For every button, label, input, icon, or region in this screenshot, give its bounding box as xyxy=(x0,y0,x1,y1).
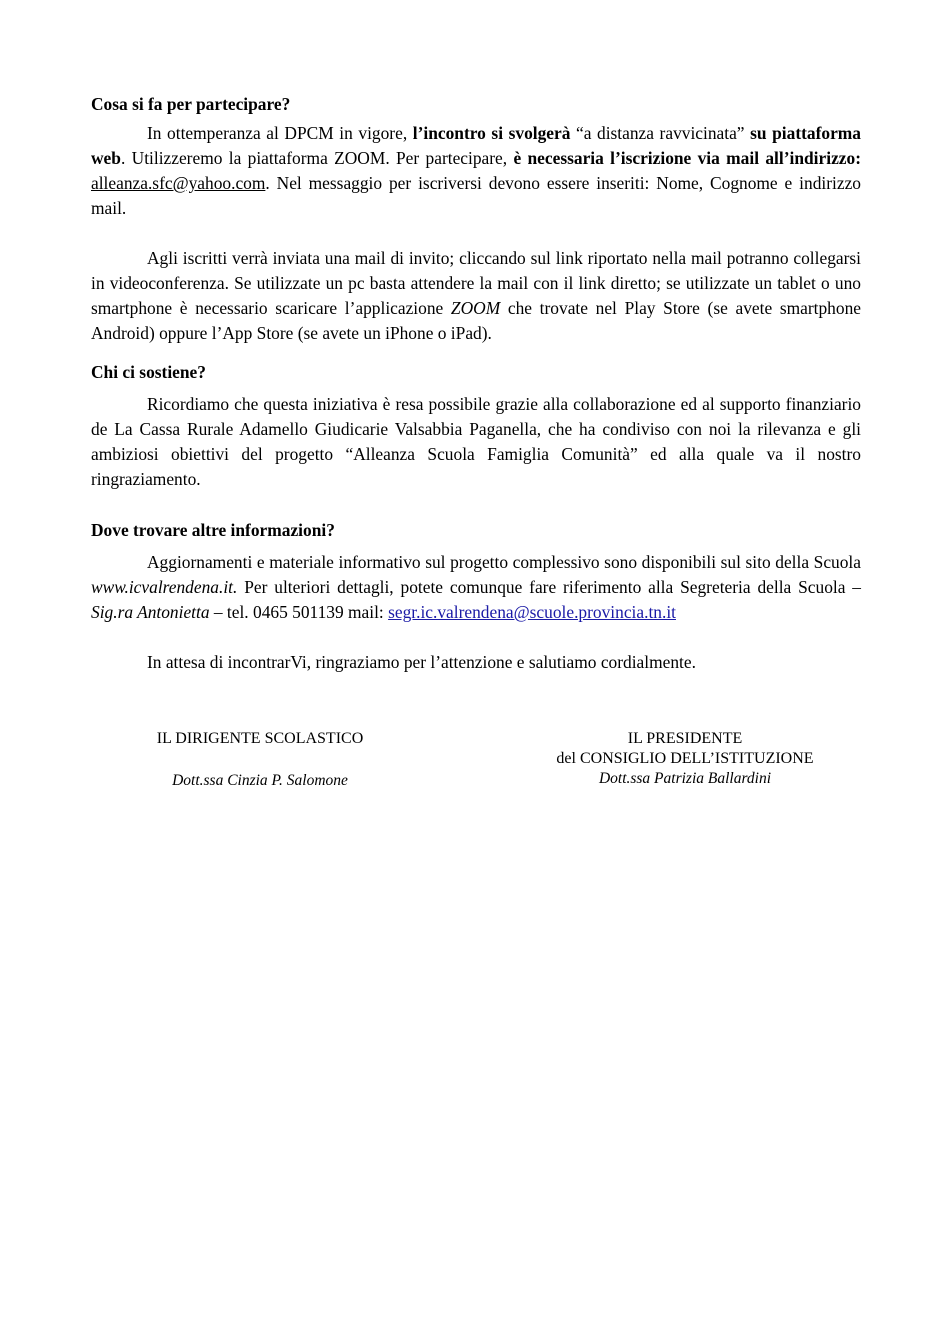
p1-bold-2: su piattaforma web xyxy=(91,123,861,168)
p4-text-2: Per ulteriori dettagli, potete comunque fare riferimento alla Segreteria della Scuola – xyxy=(237,577,861,597)
secretary-email-link[interactable]: segr.ic.valrendena@scuole.provincia.tn.it xyxy=(388,602,676,622)
heading-participate: Cosa si fa per partecipare? xyxy=(91,94,291,114)
p1-text-2: “a distanza ravvicinata” xyxy=(570,123,751,143)
p4-text-3: – tel. 0465 501139 mail: xyxy=(209,602,389,622)
signature-right-name: Dott.ssa Patrizia Ballardini xyxy=(598,770,772,787)
p1-text-1: In ottemperanza al DPCM in vigore, xyxy=(147,123,413,143)
p2-zoom-app: ZOOM xyxy=(450,298,501,318)
signature-left-name: Dott.ssa Cinzia P. Salomone xyxy=(172,772,348,789)
p2-text-1: Agli iscritti verrà inviata una mail di invito; cliccando sul link riportato nella mail potranno collegarsi in videoconferenza. Se utilizzate un pc basta attendere la mail con il link diretto; se utilizzate un tablet o uno smartphone è necessario scaricare l’applicazione xyxy=(91,248,861,318)
letter-body xyxy=(91,92,861,675)
signature-left xyxy=(120,729,400,791)
p1-text-5: . Nel messaggio per iscriversi devono essere inseriti: Nome, Cognome e indirizzo mail. xyxy=(91,173,861,218)
paragraph-info xyxy=(91,550,861,625)
school-website: www.icvalrendena.it. xyxy=(91,577,238,597)
p1-text-3: . Utilizzeremo la piattaforma ZOOM. Per partecipare, xyxy=(120,148,514,168)
heading-info: Dove trovare altre informazioni? xyxy=(91,520,335,540)
p4-text-1: Aggiornamenti e materiale informativo sul progetto complessivo sono disponibili sul sito della Scuola xyxy=(147,552,861,572)
secretary-contact: Sig.ra Antonietta xyxy=(91,602,210,622)
signature-right xyxy=(510,729,860,789)
signature-left-role: IL DIRIGENTE SCOLASTICO xyxy=(156,730,364,747)
p2-text-2: che trovate nel Play Store (se avete smartphone Android) oppure l’App Store (se avete un iPhone o iPad). xyxy=(91,298,861,343)
paragraph-support: Ricordiamo che questa iniziativa è resa possibile grazie alla collaborazione ed al supporto finanziario de La Cassa Rurale Adamello Giudicarie Valsabbia Paganella, che ha condiviso con noi la rilevanza e gli ambiziosi obiettivi del progetto “Alleanza Scuola Famiglia Comunità” ed alla quale va il nostro ringraziamento. xyxy=(91,394,861,489)
paragraph-participate-2 xyxy=(91,246,861,346)
signature-right-role-2: del CONSIGLIO DELL’ISTITUZIONE xyxy=(556,750,814,767)
p1-bold-3: è necessaria l’iscrizione via mail all’indirizzo: xyxy=(513,148,861,168)
paragraph-participate-1 xyxy=(91,121,861,221)
registration-email-link[interactable]: alleanza.sfc@yahoo.com xyxy=(91,173,266,193)
signature-right-role: IL PRESIDENTE xyxy=(627,730,743,747)
paragraph-closing: In attesa di incontrarVi, ringraziamo per l’attenzione e salutiamo cordialmente. xyxy=(147,652,696,672)
heading-support: Chi ci sostiene? xyxy=(91,362,206,382)
p1-bold-1: l’incontro si svolgerà xyxy=(412,123,571,143)
